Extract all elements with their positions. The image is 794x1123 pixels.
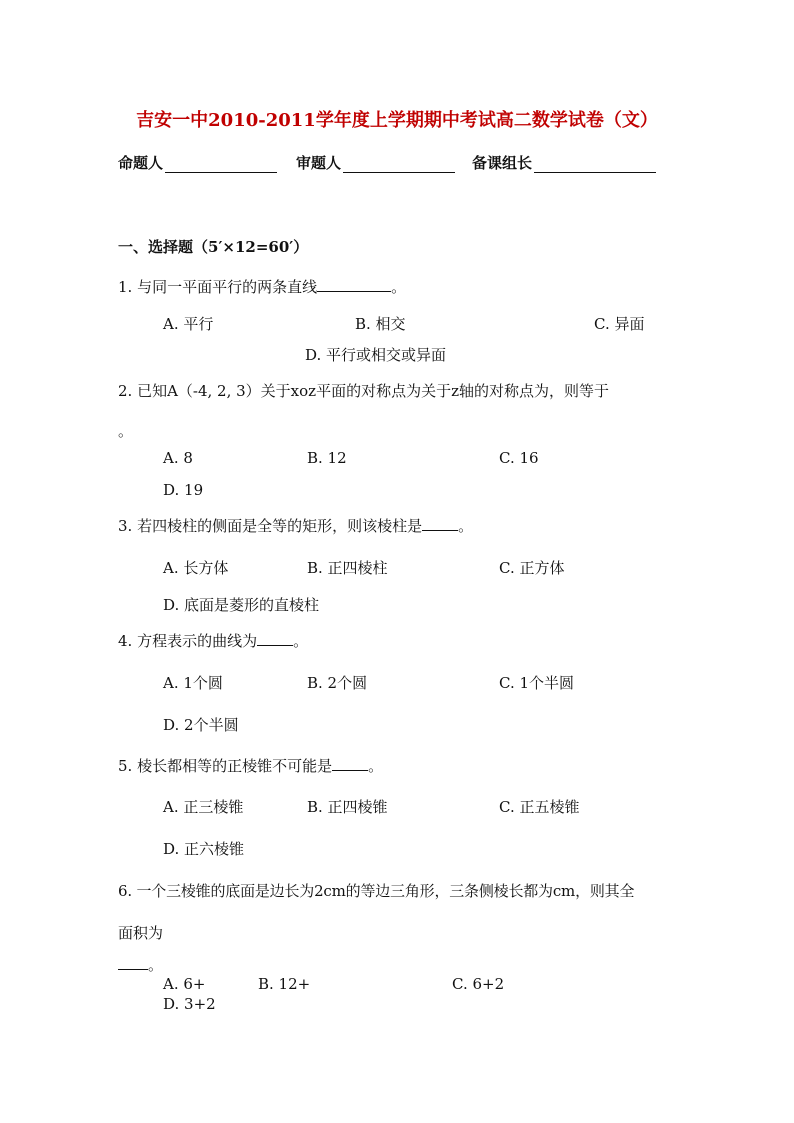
question-1 xyxy=(118,276,406,297)
question-suffix: 。 xyxy=(293,632,309,650)
option: B. 相交 xyxy=(355,315,406,333)
group-leader-field xyxy=(472,152,656,173)
exam-title: 吉安一中2010-2011学年度上学期期中考试高二数学试卷（文） xyxy=(136,110,658,131)
question-6-line2: 面积为 xyxy=(118,924,164,942)
option: D. 2个半圆 xyxy=(163,716,239,734)
option: C. 正五棱锥 xyxy=(499,798,580,816)
option: D. 底面是菱形的直棱柱 xyxy=(163,596,320,614)
option: D. 3+2 xyxy=(163,995,216,1013)
option: C. 6+2 xyxy=(452,975,505,993)
option: B. 正四棱柱 xyxy=(307,559,388,577)
question-text: 1. 与同一平面平行的两条直线 xyxy=(118,278,318,296)
option: A. 长方体 xyxy=(163,559,229,577)
group-leader-blank xyxy=(534,158,656,173)
proposer-label: 命题人 xyxy=(118,154,164,172)
proposer-field xyxy=(118,152,277,173)
option: D. 平行或相交或异面 xyxy=(305,346,447,364)
option: C. 16 xyxy=(499,449,539,467)
question-2: 2. 已知A（-4, 2, 3）关于xoz平面的对称点为关于z轴的对称点为，则等于 xyxy=(118,382,609,400)
answer-blank xyxy=(422,518,458,531)
section-heading: 一、选择题（5′×12=60′） xyxy=(118,238,309,256)
option: A. 1个圆 xyxy=(163,674,223,692)
question-suffix: 。 xyxy=(458,517,474,535)
question-6: 6. 一个三棱锥的底面是边长为2cm的等边三角形，三条侧棱长都为cm，则其全 xyxy=(118,882,635,900)
group-leader-label: 备课组长 xyxy=(472,154,533,172)
answer-blank xyxy=(257,633,293,646)
reviewer-blank xyxy=(343,158,455,173)
option: D. 正六棱锥 xyxy=(163,840,245,858)
option: C. 1个半圆 xyxy=(499,674,575,692)
question-suffix: 。 xyxy=(391,278,407,296)
question-text: 5. 棱长都相等的正棱锥不可能是 xyxy=(118,757,333,775)
option: B. 12+ xyxy=(258,975,311,993)
option: C. 正方体 xyxy=(499,559,565,577)
option: D. 19 xyxy=(163,481,204,499)
option: A. 平行 xyxy=(163,315,214,333)
question-3 xyxy=(118,515,473,536)
reviewer-field xyxy=(296,152,455,173)
option: A. 6+ xyxy=(163,975,206,993)
reviewer-label: 审题人 xyxy=(296,154,342,172)
question-4 xyxy=(118,630,308,651)
answer-blank xyxy=(332,758,368,771)
question-text: 4. 方程表示的曲线为 xyxy=(118,632,258,650)
proposer-blank xyxy=(165,158,277,173)
question-suffix: 。 xyxy=(148,956,164,974)
option: B. 2个圆 xyxy=(307,674,368,692)
question-5 xyxy=(118,755,383,776)
question-2-line2: 。 xyxy=(118,422,134,440)
option: B. 正四棱锥 xyxy=(307,798,388,816)
question-6-blank-line xyxy=(118,954,163,975)
answer-blank xyxy=(317,279,391,292)
answer-blank xyxy=(118,957,148,970)
question-suffix: 。 xyxy=(368,757,384,775)
option: B. 12 xyxy=(307,449,347,467)
option: A. 8 xyxy=(163,449,193,467)
option: C. 异面 xyxy=(594,315,645,333)
question-text: 3. 若四棱柱的侧面是全等的矩形，则该棱柱是 xyxy=(118,517,423,535)
option: A. 正三棱锥 xyxy=(163,798,244,816)
